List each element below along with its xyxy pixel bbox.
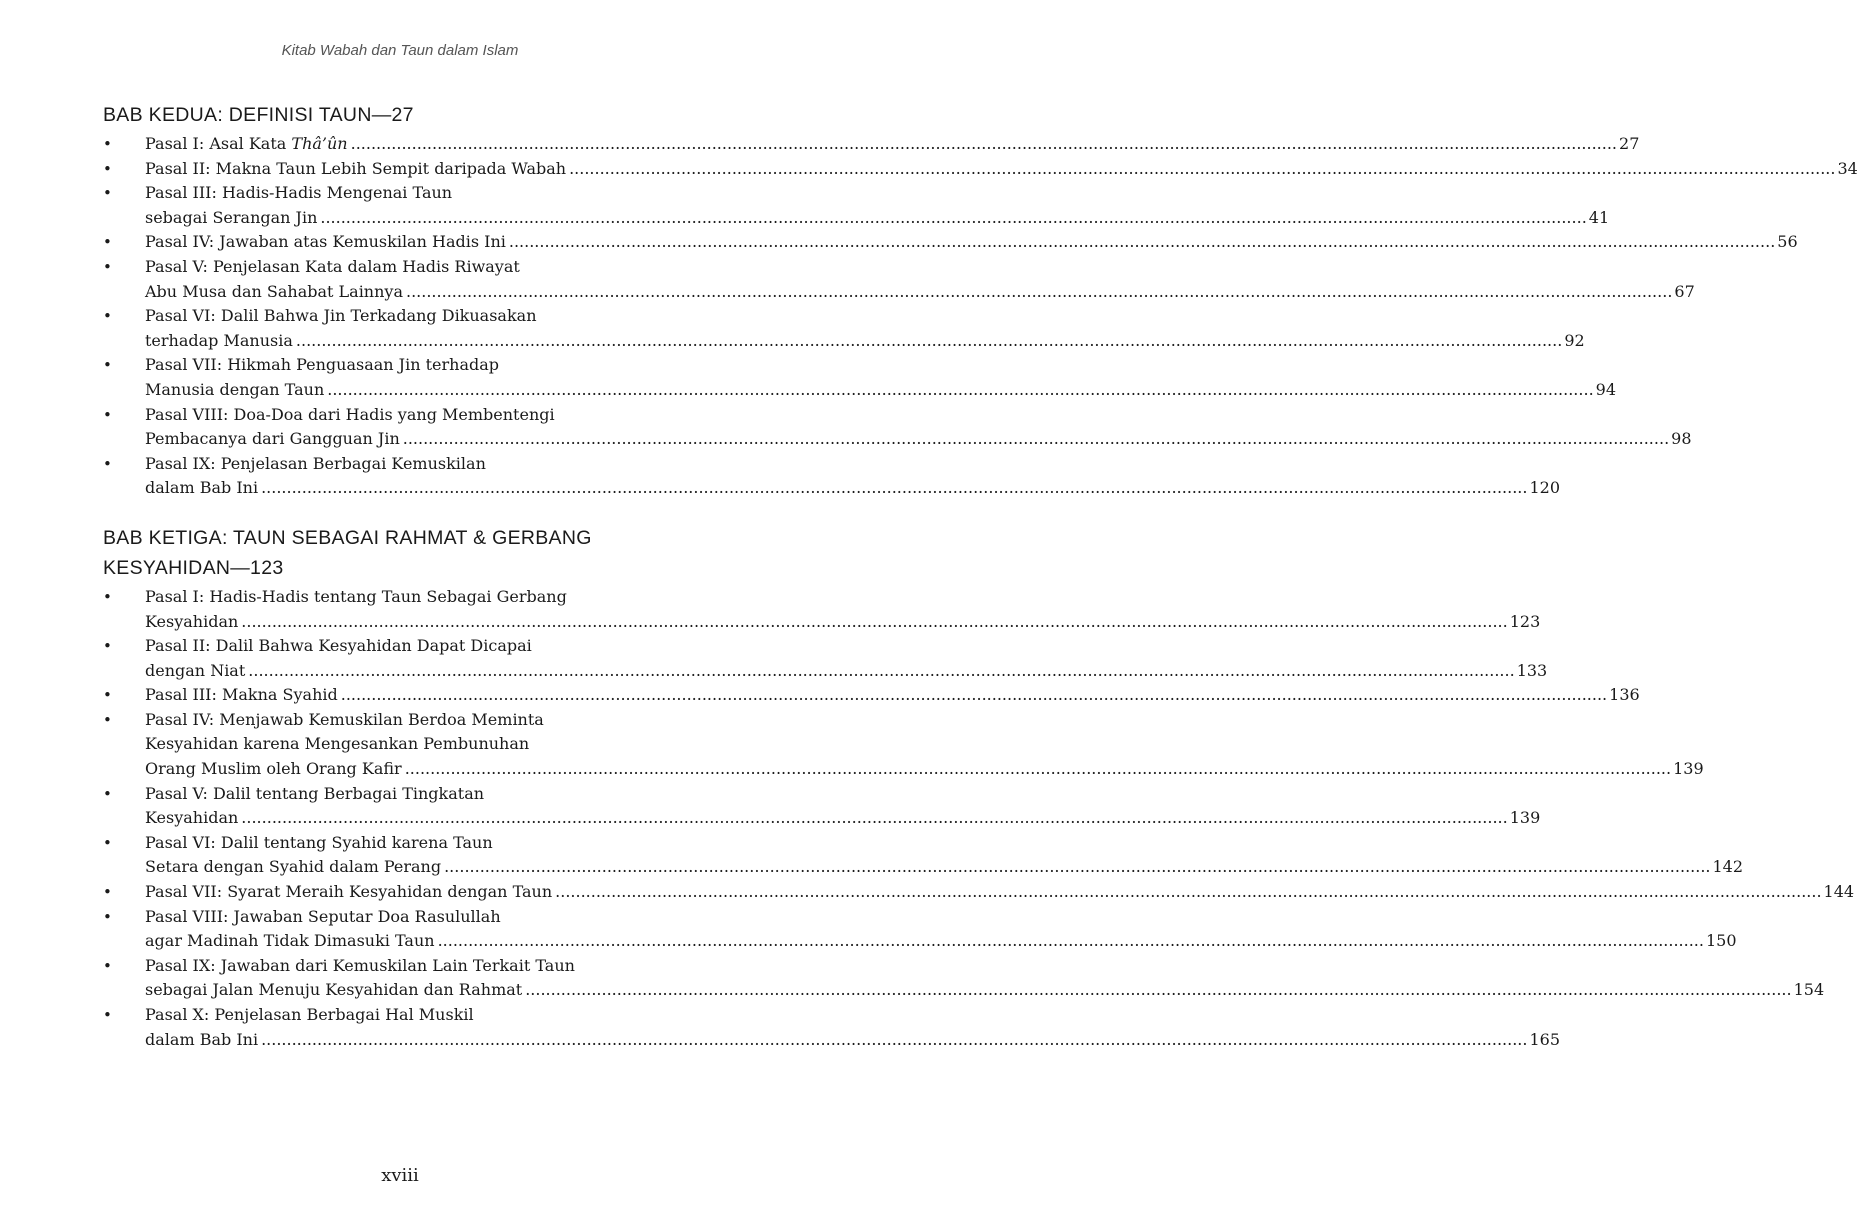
toc-list <box>103 132 1858 501</box>
bullet-icon: • <box>103 454 112 473</box>
entry-title-line: Pasal VII: Syarat Meraih Kesyahidan dengan Taun <box>145 882 553 902</box>
bullet-icon: • <box>103 956 112 975</box>
entry-title-line: dengan Niat <box>145 660 246 680</box>
chapter-title: BAB KEDUA: DEFINISI TAUN—27 <box>103 104 414 126</box>
page-reference[interactable]: 150 <box>1705 931 1737 951</box>
entry-title-line: Abu Musa dan Sahabat Lainnya <box>145 281 403 301</box>
entry-title-line: Pasal I: Asal Kata Thâ’ûn <box>145 134 348 153</box>
entry-title-line: Pasal IX: Jawaban dari Kemuskilan Lain Terkait Taun <box>145 955 575 975</box>
entry-last-line <box>145 476 1561 501</box>
bullet-icon: • <box>103 257 112 276</box>
entry-title-line: Pembacanya dari Gangguan Jin <box>145 429 400 449</box>
toc-entry[interactable] <box>103 132 1640 157</box>
page-reference[interactable]: 98 <box>1671 429 1692 449</box>
entry-title-line: dalam Bab Ini <box>145 1029 259 1049</box>
entry-title-line: sebagai Jalan Menuju Kesyahidan dan Rahmat <box>145 980 523 1000</box>
chapter-section <box>103 523 1855 1052</box>
dot-leader <box>261 1028 1527 1053</box>
entry-title-line: Pasal VI: Dalil tentang Syahid karena Taun <box>145 832 493 852</box>
page-reference[interactable]: 94 <box>1595 379 1617 399</box>
entry-title-line: terhadap Manusia <box>145 330 293 350</box>
toc-entry[interactable] <box>103 1003 1561 1052</box>
entry-title-line: Pasal V: Dalil tentang Berbagai Tingkatan <box>145 783 485 803</box>
dot-leader <box>444 855 1710 880</box>
bullet-icon: • <box>103 405 112 424</box>
entry-last-line <box>145 757 1704 782</box>
page-reference[interactable]: 139 <box>1509 808 1541 828</box>
entry-title-line: agar Madinah Tidak Dimasuki Taun <box>145 931 435 951</box>
dot-leader <box>320 206 1586 231</box>
entry-last-line <box>145 427 1692 452</box>
bullet-icon: • <box>103 1006 112 1024</box>
toc-entry[interactable] <box>103 683 1640 708</box>
entry-last-line <box>145 880 1855 905</box>
toc-entry[interactable] <box>103 905 1737 954</box>
entry-last-line <box>145 157 1858 182</box>
entry-title-line: dalam Bab Ini <box>145 478 259 498</box>
running-title: Kitab Wabah dan Taun dalam Islam <box>281 42 519 59</box>
entry-title-line: Pasal II: Makna Taun Lebih Sempit daripada Wabah <box>145 158 567 178</box>
page-reference[interactable]: 92 <box>1564 330 1585 350</box>
entry-last-line <box>145 978 1825 1003</box>
entry-title-line: sebagai Serangan Jin <box>145 207 318 227</box>
dot-leader <box>261 476 1527 501</box>
entry-title-line: Pasal III: Makna Syahid <box>145 685 338 705</box>
page-reference[interactable]: 41 <box>1588 207 1610 227</box>
toc-entry[interactable] <box>103 585 1541 634</box>
toc-entry[interactable] <box>103 634 1548 683</box>
entry-title-line: Orang Muslim oleh Orang Kafir <box>145 759 402 779</box>
bullet-icon: • <box>103 784 112 803</box>
toc-list <box>103 585 1855 1052</box>
entry-title-line: Pasal III: Hadis-Hadis Mengenai Taun <box>145 183 453 203</box>
bullet-icon: • <box>103 307 112 326</box>
page-reference[interactable]: 142 <box>1712 857 1744 877</box>
bullet-icon: • <box>103 356 112 375</box>
entry-title-line: Pasal VI: Dalil Bahwa Jin Terkadang Dikuasakan <box>145 306 537 326</box>
toc-entry[interactable] <box>103 782 1541 831</box>
toc-entry[interactable] <box>103 255 1695 304</box>
entry-title-line: Kesyahidan <box>145 808 239 828</box>
entry-last-line <box>145 280 1695 305</box>
bullet-icon: • <box>103 159 112 178</box>
bullet-icon: • <box>103 587 112 606</box>
dot-leader <box>555 880 1821 905</box>
entry-title-line: Pasal VIII: Jawaban Seputar Doa Rasulullah <box>145 906 501 926</box>
toc-entry[interactable] <box>103 157 1858 182</box>
entry-title-line: Manusia dengan Taun <box>145 379 325 399</box>
bullet-icon: • <box>103 637 112 656</box>
page-reference[interactable]: 123 <box>1509 611 1541 631</box>
dot-leader <box>405 757 1671 782</box>
bullet-icon: • <box>103 833 112 852</box>
entry-title-line: Kesyahidan <box>145 611 239 631</box>
page-reference[interactable]: 136 <box>1609 685 1640 705</box>
dot-leader <box>241 806 1507 831</box>
entry-title-line: Pasal IV: Jawaban atas Kemuskilan Hadis Ini <box>145 232 506 252</box>
dot-leader <box>509 230 1775 255</box>
entry-title-line: Pasal VII: Hikmah Penguasaan Jin terhadap <box>145 355 499 375</box>
bullet-icon: • <box>103 907 112 926</box>
entry-title-line: Pasal IV: Menjawab Kemuskilan Berdoa Meminta <box>145 709 544 729</box>
entry-last-line <box>145 610 1541 635</box>
entry-title-line: Pasal I: Hadis-Hadis tentang Taun Sebagai Gerbang <box>145 586 567 606</box>
bullet-icon: • <box>103 233 112 252</box>
bullet-icon: • <box>103 135 112 153</box>
dot-leader <box>406 280 1672 305</box>
bullet-icon: • <box>103 883 112 902</box>
entry-title-line: Pasal IX: Penjelasan Berbagai Kemuskilan <box>145 453 486 473</box>
page-reference[interactable]: 27 <box>1619 134 1640 153</box>
entry-title-line: Setara dengan Syahid dalam Perang <box>145 857 442 877</box>
page-reference[interactable]: 154 <box>1793 980 1825 1000</box>
entry-last-line <box>145 855 1744 880</box>
toc-entry[interactable] <box>103 880 1855 905</box>
toc-entry[interactable] <box>103 353 1617 402</box>
bullet-icon: • <box>103 686 112 705</box>
dot-leader <box>525 978 1791 1003</box>
chapter-title: BAB KETIGA: TAUN SEBAGAI RAHMAT & GERBANG KESYAHIDAN—123 <box>103 526 592 579</box>
toc-entry[interactable] <box>103 708 1704 782</box>
dot-leader <box>351 132 1617 157</box>
page-reference[interactable]: 133 <box>1516 660 1548 680</box>
entry-last-line <box>145 132 1640 157</box>
table-of-contents <box>103 100 1858 1074</box>
entry-last-line <box>145 230 1798 255</box>
chapter-section <box>103 100 1858 501</box>
page-number: xviii <box>381 1165 419 1186</box>
bullet-icon: • <box>103 710 112 729</box>
entry-last-line <box>145 206 1610 231</box>
toc-entry[interactable] <box>103 403 1692 452</box>
toc-entry[interactable] <box>103 452 1561 501</box>
entry-title-line: Pasal X: Penjelasan Berbagai Hal Muskil <box>145 1005 474 1024</box>
dot-leader <box>341 683 1607 708</box>
dot-leader <box>569 157 1835 182</box>
toc-entry[interactable] <box>103 230 1798 255</box>
page-reference[interactable]: 56 <box>1777 232 1798 252</box>
entry-last-line <box>145 683 1640 708</box>
dot-leader <box>438 929 1704 954</box>
page-reference[interactable]: 165 <box>1529 1029 1561 1049</box>
dot-leader <box>327 378 1593 403</box>
toc-entry[interactable] <box>103 831 1744 880</box>
toc-entry[interactable] <box>103 954 1825 1003</box>
dot-leader <box>241 610 1507 635</box>
bullet-icon: • <box>103 184 112 203</box>
toc-entry[interactable] <box>103 181 1610 230</box>
entry-last-line <box>145 378 1617 403</box>
entry-last-line <box>145 929 1737 954</box>
toc-entry[interactable] <box>103 304 1585 353</box>
page-reference[interactable]: 67 <box>1674 281 1695 301</box>
entry-last-line <box>145 329 1585 354</box>
entry-last-line <box>145 659 1548 684</box>
dot-leader <box>403 427 1669 452</box>
dot-leader <box>296 329 1562 354</box>
entry-title-line: Pasal VIII: Doa-Doa dari Hadis yang Membentengi <box>145 404 555 424</box>
page-reference[interactable]: 144 <box>1823 882 1855 902</box>
page-reference[interactable]: 139 <box>1673 759 1704 779</box>
page-reference[interactable]: 34 <box>1837 158 1858 178</box>
entry-title-line: Kesyahidan karena Mengesankan Pembunuhan <box>145 734 530 754</box>
entry-last-line <box>145 1028 1561 1053</box>
entry-title-line: Pasal II: Dalil Bahwa Kesyahidan Dapat Dicapai <box>145 636 532 656</box>
page-reference[interactable]: 120 <box>1529 478 1561 498</box>
entry-last-line <box>145 806 1541 831</box>
dot-leader <box>248 659 1514 684</box>
entry-title-line: Pasal V: Penjelasan Kata dalam Hadis Riwayat <box>145 256 520 276</box>
